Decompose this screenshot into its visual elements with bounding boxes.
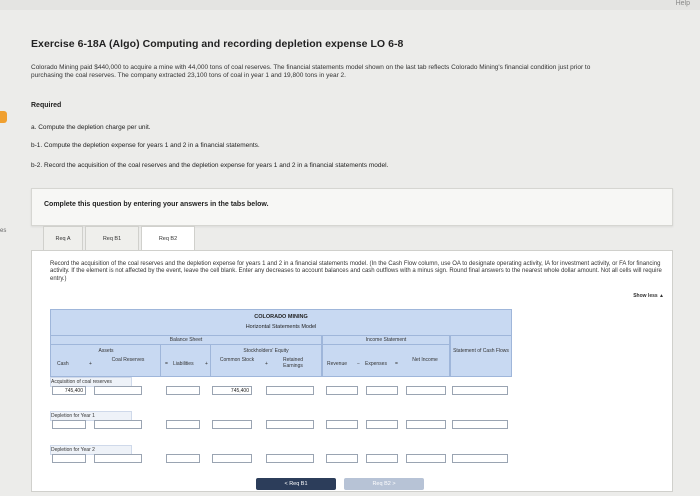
cash-input-acquisition[interactable]: 745,400 — [52, 386, 86, 395]
plus-sign-2: + — [205, 361, 208, 367]
cash-flow-label: Statement of Cash Flows — [453, 348, 509, 354]
equals-sign-2: = — [395, 361, 398, 367]
top-bar — [0, 0, 700, 10]
liabilities-input-acquisition[interactable] — [166, 386, 200, 395]
model-title — [50, 309, 512, 337]
assets-label: Assets — [98, 348, 114, 354]
net-income-input-year2[interactable] — [406, 454, 446, 463]
coal-reserves-input-acquisition[interactable] — [94, 386, 142, 395]
cash-flow-header — [450, 335, 512, 377]
revenue-input-year1[interactable] — [326, 420, 358, 429]
row-label-depletion-year1: Depletion for Year 1 — [50, 411, 132, 421]
retained-earnings-input-acquisition[interactable] — [266, 386, 314, 395]
coal-reserves-input-year2[interactable] — [94, 454, 142, 463]
cash-flow-input-year1[interactable] — [452, 420, 508, 429]
tab-strip — [31, 226, 671, 250]
revenue-input-acquisition[interactable] — [326, 386, 358, 395]
liabilities-label: Liabilities — [173, 361, 194, 367]
liabilities-input-year2[interactable] — [166, 454, 200, 463]
net-income-label: Net Income — [412, 357, 438, 363]
tab-req-a[interactable]: Req A — [43, 226, 83, 252]
coal-reserves-input-year1[interactable] — [94, 420, 142, 429]
liabilities-block — [160, 344, 212, 377]
expenses-input-acquisition[interactable] — [366, 386, 398, 395]
expenses-label: Expenses — [365, 361, 387, 367]
net-income-input-year1[interactable] — [406, 420, 446, 429]
next-req-button[interactable]: Req B2 > — [344, 478, 424, 490]
income-statement-header: Income Statement — [322, 335, 450, 346]
expenses-input-year2[interactable] — [366, 454, 398, 463]
equity-block — [210, 344, 322, 377]
tab-req-b2[interactable]: Req B2 — [141, 226, 195, 252]
common-stock-input-year1[interactable] — [212, 420, 252, 429]
cash-flow-input-acquisition[interactable] — [452, 386, 508, 395]
common-stock-label: Common Stock — [219, 357, 255, 363]
left-marker: es — [0, 228, 7, 234]
plus-sign-3: + — [265, 361, 268, 367]
side-bookmark[interactable] — [0, 111, 7, 123]
stockholders-equity-label: Stockholders' Equity — [243, 348, 289, 354]
financial-statements-model — [50, 309, 510, 469]
company-name: COLORADO MINING — [254, 314, 308, 320]
net-income-input-acquisition[interactable] — [406, 386, 446, 395]
requirement-b2: b-2. Record the acquisition of the coal reserves and the depletion expense for years 1 and 2 in a financial statements model. — [31, 162, 389, 169]
exercise-title: Exercise 6-18A (Algo) Computing and recording depletion expense LO 6-8 — [31, 38, 404, 50]
requirement-b1: b-1. Compute the depletion expense for years 1 and 2 in a financial statements. — [31, 142, 260, 149]
help-link[interactable]: Help — [675, 0, 690, 7]
equals-sign: = — [165, 361, 168, 367]
row-label-depletion-year2: Depletion for Year 2 — [50, 445, 132, 455]
required-heading: Required — [31, 102, 62, 109]
retained-earnings-label: Retained Earnings — [282, 357, 303, 369]
revenue-input-year2[interactable] — [326, 454, 358, 463]
prev-req-button[interactable]: < Req B1 — [256, 478, 336, 490]
minus-sign: − — [357, 361, 360, 367]
cash-input-year1[interactable] — [52, 420, 86, 429]
assets-block — [50, 344, 162, 377]
liabilities-input-year1[interactable] — [166, 420, 200, 429]
instruction-text: Record the acquisition of the coal reserves and the depletion expense for years 1 and 2 in a financial statements model. (In the Cash Flow column, use OA to designate operating activity, IA for investment activity, or FA for financing activity. If the element is not affected by the event, leave the cell blank. Enter any decreases to account balances and cash outflows with a minus sign. Round final answers to the nearest whole dollar amount. Not all cells will require entry.) — [50, 261, 662, 282]
tab-panel — [31, 250, 673, 492]
retained-earnings-input-year1[interactable] — [266, 420, 314, 429]
retained-earnings-input-year2[interactable] — [266, 454, 314, 463]
row-label-acquisition: Acquisition of coal reserves — [50, 377, 132, 387]
expenses-input-year1[interactable] — [366, 420, 398, 429]
tab-req-b1[interactable]: Req B1 — [85, 226, 139, 252]
plus-sign: + — [89, 361, 92, 367]
instructions-box — [31, 188, 673, 226]
common-stock-input-year2[interactable] — [212, 454, 252, 463]
common-stock-input-acquisition[interactable]: 745,400 — [212, 386, 252, 395]
income-block — [322, 344, 450, 377]
revenue-label: Revenue — [327, 361, 348, 367]
complete-instructions: Complete this question by entering your answers in the tabs below. — [44, 201, 269, 208]
balance-sheet-header: Balance Sheet — [50, 335, 322, 346]
cash-label: Cash — [57, 361, 69, 367]
cash-input-year2[interactable] — [52, 454, 86, 463]
model-name: Horizontal Statements Model — [245, 324, 317, 330]
intro-text: Colorado Mining paid $440,000 to acquire a mine with 44,000 tons of coal reserves. The financial statements model shown on the last tab reflects Colorado Mining's financial condition just prior to purchasing the coal reserves. The company extracted 23,100 tons of coal in year 1 and 19,800 tons in year 2. — [31, 64, 591, 80]
cash-flow-input-year2[interactable] — [452, 454, 508, 463]
requirement-a: a. Compute the depletion charge per unit. — [31, 124, 151, 131]
coal-reserves-label: Coal Reserves — [111, 357, 145, 363]
show-less-toggle[interactable]: Show less ▲ — [633, 293, 664, 299]
